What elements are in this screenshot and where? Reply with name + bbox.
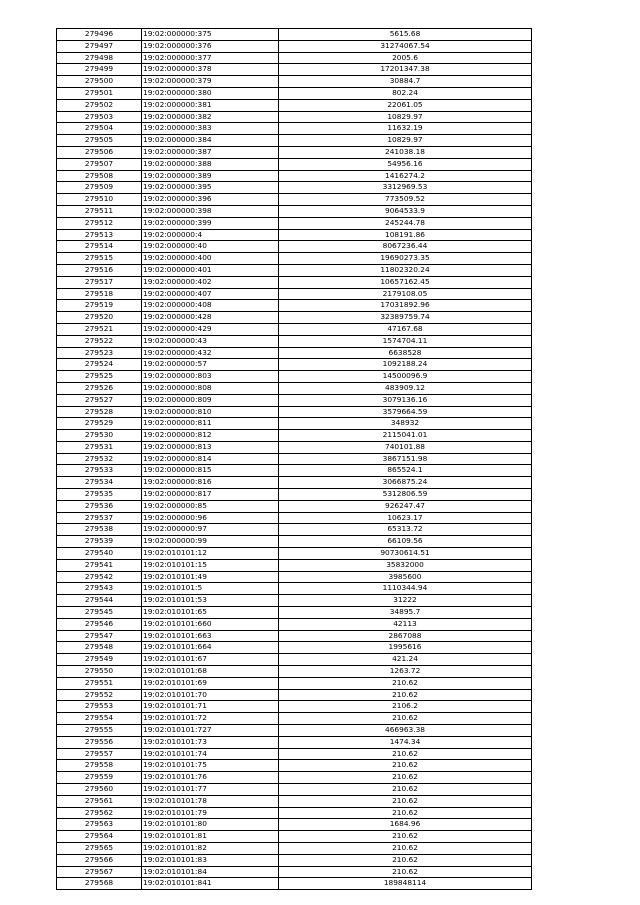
cadastral-number-cell: 19:02:010101:77 — [142, 784, 279, 796]
table-row — [57, 382, 532, 394]
cadastral-number-cell: 19:02:000000:381 — [142, 99, 279, 111]
cadastral-number-cell: 19:02:000000:97 — [142, 524, 279, 536]
value-cell: 2005.6 — [279, 52, 532, 64]
table-row — [57, 524, 532, 536]
cadastral-number-cell: 19:02:000000:398 — [142, 205, 279, 217]
row-number-cell: 279529 — [57, 418, 142, 430]
table-row — [57, 312, 532, 324]
row-number-cell: 279499 — [57, 64, 142, 76]
cadastral-number-cell: 19:02:000000:808 — [142, 382, 279, 394]
value-cell: 210.62 — [279, 677, 532, 689]
cadastral-number-cell: 19:02:000000:408 — [142, 300, 279, 312]
table-row — [57, 666, 532, 678]
table-row — [57, 784, 532, 796]
value-cell: 8067236.44 — [279, 241, 532, 253]
cadastral-number-cell: 19:02:000000:376 — [142, 40, 279, 52]
value-cell: 348932 — [279, 418, 532, 430]
value-cell: 1092188.24 — [279, 359, 532, 371]
cadastral-number-cell: 19:02:000000:4 — [142, 229, 279, 241]
table-row — [57, 241, 532, 253]
value-cell: 210.62 — [279, 713, 532, 725]
value-cell: 210.62 — [279, 866, 532, 878]
row-number-cell: 279515 — [57, 253, 142, 265]
row-number-cell: 279562 — [57, 807, 142, 819]
value-cell: 19690273.35 — [279, 253, 532, 265]
value-cell: 1474.34 — [279, 736, 532, 748]
row-number-cell: 279523 — [57, 347, 142, 359]
row-number-cell: 279533 — [57, 465, 142, 477]
row-number-cell: 279511 — [57, 205, 142, 217]
cadastral-number-cell: 19:02:000000:382 — [142, 111, 279, 123]
value-cell: 90730614.51 — [279, 548, 532, 560]
cadastral-number-cell: 19:02:010101:79 — [142, 807, 279, 819]
cadastral-number-cell: 19:02:000000:375 — [142, 29, 279, 41]
cadastral-number-cell: 19:02:010101:71 — [142, 701, 279, 713]
value-cell: 22061.05 — [279, 99, 532, 111]
cadastral-number-cell: 19:02:000000:380 — [142, 87, 279, 99]
table-row — [57, 453, 532, 465]
table-row — [57, 76, 532, 88]
row-number-cell: 279536 — [57, 500, 142, 512]
value-cell: 3312969.53 — [279, 182, 532, 194]
table-row — [57, 182, 532, 194]
table-row — [57, 406, 532, 418]
table-row — [57, 842, 532, 854]
value-cell: 210.62 — [279, 842, 532, 854]
table-row — [57, 583, 532, 595]
table-row — [57, 595, 532, 607]
value-cell: 3066875.24 — [279, 477, 532, 489]
table-row — [57, 878, 532, 890]
value-cell: 802.24 — [279, 87, 532, 99]
value-cell: 189848114 — [279, 878, 532, 890]
value-cell: 210.62 — [279, 748, 532, 760]
table-row — [57, 689, 532, 701]
value-cell: 926247.47 — [279, 500, 532, 512]
row-number-cell: 279517 — [57, 276, 142, 288]
row-number-cell: 279527 — [57, 394, 142, 406]
row-number-cell: 279534 — [57, 477, 142, 489]
cadastral-number-cell: 19:02:000000:803 — [142, 371, 279, 383]
row-number-cell: 279505 — [57, 135, 142, 147]
value-cell: 3579664.59 — [279, 406, 532, 418]
row-number-cell: 279496 — [57, 29, 142, 41]
table-row — [57, 347, 532, 359]
row-number-cell: 279546 — [57, 618, 142, 630]
cadastral-number-cell: 19:02:010101:73 — [142, 736, 279, 748]
cadastral-number-cell: 19:02:000000:810 — [142, 406, 279, 418]
cadastral-number-cell: 19:02:000000:384 — [142, 135, 279, 147]
cadastral-number-cell: 19:02:010101:84 — [142, 866, 279, 878]
cadastral-number-cell: 19:02:000000:402 — [142, 276, 279, 288]
table-row — [57, 394, 532, 406]
cadastral-number-cell: 19:02:000000:96 — [142, 512, 279, 524]
value-cell: 11802320.24 — [279, 264, 532, 276]
row-number-cell: 279521 — [57, 323, 142, 335]
cadastral-number-cell: 19:02:010101:83 — [142, 854, 279, 866]
value-cell: 10623.17 — [279, 512, 532, 524]
table-row — [57, 489, 532, 501]
cadastral-number-cell: 19:02:000000:428 — [142, 312, 279, 324]
cadastral-number-cell: 19:02:010101:841 — [142, 878, 279, 890]
value-cell: 210.62 — [279, 807, 532, 819]
cadastral-number-cell: 19:02:010101:74 — [142, 748, 279, 760]
cadastral-number-cell: 19:02:010101:727 — [142, 725, 279, 737]
row-number-cell: 279559 — [57, 772, 142, 784]
table-row — [57, 795, 532, 807]
table-row — [57, 500, 532, 512]
cadastral-number-cell: 19:02:000000:811 — [142, 418, 279, 430]
row-number-cell: 279549 — [57, 654, 142, 666]
row-number-cell: 279548 — [57, 642, 142, 654]
table-row — [57, 276, 532, 288]
cadastral-number-cell: 19:02:010101:82 — [142, 842, 279, 854]
row-number-cell: 279553 — [57, 701, 142, 713]
table-row — [57, 512, 532, 524]
value-cell: 1995616 — [279, 642, 532, 654]
table-row — [57, 654, 532, 666]
value-cell: 17201347.38 — [279, 64, 532, 76]
row-number-cell: 279528 — [57, 406, 142, 418]
cadastral-number-cell: 19:02:010101:5 — [142, 583, 279, 595]
table-row — [57, 807, 532, 819]
row-number-cell: 279524 — [57, 359, 142, 371]
value-cell: 10829.97 — [279, 111, 532, 123]
row-number-cell: 279501 — [57, 87, 142, 99]
cadastral-number-cell: 19:02:000000:85 — [142, 500, 279, 512]
value-cell: 108191.86 — [279, 229, 532, 241]
table-row — [57, 264, 532, 276]
row-number-cell: 279525 — [57, 371, 142, 383]
value-cell: 11632.19 — [279, 123, 532, 135]
row-number-cell: 279508 — [57, 170, 142, 182]
cadastral-number-cell: 19:02:000000:429 — [142, 323, 279, 335]
row-number-cell: 279547 — [57, 630, 142, 642]
row-number-cell: 279565 — [57, 842, 142, 854]
cadastral-number-cell: 19:02:000000:809 — [142, 394, 279, 406]
cadastral-number-cell: 19:02:000000:396 — [142, 194, 279, 206]
value-cell: 1416274.2 — [279, 170, 532, 182]
table-row — [57, 713, 532, 725]
table-row — [57, 630, 532, 642]
cadastral-number-cell: 19:02:000000:817 — [142, 489, 279, 501]
cadastral-number-cell: 19:02:010101:80 — [142, 819, 279, 831]
row-number-cell: 279514 — [57, 241, 142, 253]
value-cell: 17031892.96 — [279, 300, 532, 312]
table-body — [57, 29, 532, 890]
row-number-cell: 279526 — [57, 382, 142, 394]
value-cell: 1263.72 — [279, 666, 532, 678]
value-cell: 2115041.01 — [279, 430, 532, 442]
cadastral-number-cell: 19:02:010101:76 — [142, 772, 279, 784]
cadastral-number-cell: 19:02:010101:660 — [142, 618, 279, 630]
value-cell: 10829.97 — [279, 135, 532, 147]
cadastral-number-cell: 19:02:000000:389 — [142, 170, 279, 182]
table-row — [57, 135, 532, 147]
table-row — [57, 559, 532, 571]
row-number-cell: 279561 — [57, 795, 142, 807]
row-number-cell: 279506 — [57, 146, 142, 158]
table-row — [57, 146, 532, 158]
value-cell: 2867088 — [279, 630, 532, 642]
cadastral-number-cell: 19:02:000000:814 — [142, 453, 279, 465]
row-number-cell: 279509 — [57, 182, 142, 194]
cadastral-number-cell: 19:02:010101:65 — [142, 607, 279, 619]
value-cell: 483909.12 — [279, 382, 532, 394]
table-row — [57, 335, 532, 347]
value-cell: 42113 — [279, 618, 532, 630]
value-cell: 30884.7 — [279, 76, 532, 88]
table-row — [57, 300, 532, 312]
cadastral-number-cell: 19:02:010101:78 — [142, 795, 279, 807]
value-cell: 241038.18 — [279, 146, 532, 158]
row-number-cell: 279563 — [57, 819, 142, 831]
table-row — [57, 701, 532, 713]
value-cell: 210.62 — [279, 772, 532, 784]
cadastral-number-cell: 19:02:000000:40 — [142, 241, 279, 253]
cadastral-number-cell: 19:02:010101:15 — [142, 559, 279, 571]
row-number-cell: 279538 — [57, 524, 142, 536]
value-cell: 210.62 — [279, 784, 532, 796]
table-row — [57, 854, 532, 866]
table-row — [57, 465, 532, 477]
table-row — [57, 40, 532, 52]
value-cell: 3079136.16 — [279, 394, 532, 406]
table-row — [57, 866, 532, 878]
value-cell: 5615.68 — [279, 29, 532, 41]
table-row — [57, 819, 532, 831]
row-number-cell: 279512 — [57, 217, 142, 229]
value-cell: 245244.78 — [279, 217, 532, 229]
row-number-cell: 279503 — [57, 111, 142, 123]
row-number-cell: 279541 — [57, 559, 142, 571]
row-number-cell: 279497 — [57, 40, 142, 52]
cadastral-number-cell: 19:02:010101:53 — [142, 595, 279, 607]
row-number-cell: 279552 — [57, 689, 142, 701]
cadastral-number-cell: 19:02:010101:663 — [142, 630, 279, 642]
row-number-cell: 279519 — [57, 300, 142, 312]
row-number-cell: 279522 — [57, 335, 142, 347]
value-cell: 65313.72 — [279, 524, 532, 536]
row-number-cell: 279513 — [57, 229, 142, 241]
row-number-cell: 279516 — [57, 264, 142, 276]
value-cell: 2106.2 — [279, 701, 532, 713]
row-number-cell: 279545 — [57, 607, 142, 619]
row-number-cell: 279532 — [57, 453, 142, 465]
table-row — [57, 748, 532, 760]
value-cell: 421.24 — [279, 654, 532, 666]
cadastral-number-cell: 19:02:000000:812 — [142, 430, 279, 442]
row-number-cell: 279502 — [57, 99, 142, 111]
table-row — [57, 607, 532, 619]
cadastral-number-cell: 19:02:000000:407 — [142, 288, 279, 300]
table-row — [57, 87, 532, 99]
value-cell: 34895.7 — [279, 607, 532, 619]
cadastral-number-cell: 19:02:010101:69 — [142, 677, 279, 689]
value-cell: 32389759.74 — [279, 312, 532, 324]
table-row — [57, 217, 532, 229]
row-number-cell: 279557 — [57, 748, 142, 760]
cadastral-number-cell: 19:02:000000:379 — [142, 76, 279, 88]
cadastral-number-cell: 19:02:000000:383 — [142, 123, 279, 135]
row-number-cell: 279567 — [57, 866, 142, 878]
cadastral-number-cell: 19:02:000000:813 — [142, 441, 279, 453]
table-row — [57, 418, 532, 430]
value-cell: 6638528 — [279, 347, 532, 359]
value-cell: 31274067.54 — [279, 40, 532, 52]
cadastral-number-cell: 19:02:000000:816 — [142, 477, 279, 489]
cadastral-number-cell: 19:02:010101:49 — [142, 571, 279, 583]
table-row — [57, 736, 532, 748]
value-cell: 14500096.9 — [279, 371, 532, 383]
cadastral-number-cell: 19:02:000000:388 — [142, 158, 279, 170]
table-row — [57, 430, 532, 442]
row-number-cell: 279555 — [57, 725, 142, 737]
row-number-cell: 279535 — [57, 489, 142, 501]
table-row — [57, 618, 532, 630]
value-cell: 5312806.59 — [279, 489, 532, 501]
row-number-cell: 279560 — [57, 784, 142, 796]
row-number-cell: 279554 — [57, 713, 142, 725]
row-number-cell: 279566 — [57, 854, 142, 866]
row-number-cell: 279543 — [57, 583, 142, 595]
table-row — [57, 831, 532, 843]
value-cell: 210.62 — [279, 795, 532, 807]
table-row — [57, 288, 532, 300]
value-cell: 740101.88 — [279, 441, 532, 453]
row-number-cell: 279504 — [57, 123, 142, 135]
row-number-cell: 279551 — [57, 677, 142, 689]
cadastral-number-cell: 19:02:000000:57 — [142, 359, 279, 371]
row-number-cell: 279540 — [57, 548, 142, 560]
cadastral-number-cell: 19:02:000000:395 — [142, 182, 279, 194]
row-number-cell: 279564 — [57, 831, 142, 843]
value-cell: 773509.52 — [279, 194, 532, 206]
value-cell: 54956.16 — [279, 158, 532, 170]
table-row — [57, 441, 532, 453]
cadastral-number-cell: 19:02:000000:99 — [142, 536, 279, 548]
table-row — [57, 359, 532, 371]
row-number-cell: 279550 — [57, 666, 142, 678]
table-row — [57, 123, 532, 135]
row-number-cell: 279556 — [57, 736, 142, 748]
value-cell: 210.62 — [279, 760, 532, 772]
value-cell: 47167.68 — [279, 323, 532, 335]
cadastral-number-cell: 19:02:010101:664 — [142, 642, 279, 654]
cadastral-number-cell: 19:02:010101:70 — [142, 689, 279, 701]
row-number-cell: 279520 — [57, 312, 142, 324]
value-cell: 35832000 — [279, 559, 532, 571]
table-row — [57, 677, 532, 689]
row-number-cell: 279544 — [57, 595, 142, 607]
table-row — [57, 548, 532, 560]
cadastral-number-cell: 19:02:000000:43 — [142, 335, 279, 347]
table-row — [57, 725, 532, 737]
table-row — [57, 99, 532, 111]
table-row — [57, 477, 532, 489]
value-cell: 10657162.45 — [279, 276, 532, 288]
value-cell: 1110344.94 — [279, 583, 532, 595]
cadastral-number-cell: 19:02:000000:377 — [142, 52, 279, 64]
row-number-cell: 279510 — [57, 194, 142, 206]
row-number-cell: 279518 — [57, 288, 142, 300]
value-cell: 3985600 — [279, 571, 532, 583]
table-row — [57, 29, 532, 41]
table-row — [57, 536, 532, 548]
cadastral-number-cell: 19:02:000000:401 — [142, 264, 279, 276]
table-row — [57, 64, 532, 76]
value-cell: 210.62 — [279, 854, 532, 866]
cadastral-number-cell: 19:02:000000:815 — [142, 465, 279, 477]
row-number-cell: 279530 — [57, 430, 142, 442]
value-cell: 3867151.98 — [279, 453, 532, 465]
table-row — [57, 760, 532, 772]
value-cell: 1684.96 — [279, 819, 532, 831]
row-number-cell: 279507 — [57, 158, 142, 170]
table-row — [57, 772, 532, 784]
table-row — [57, 158, 532, 170]
row-number-cell: 279531 — [57, 441, 142, 453]
value-cell: 9064533.9 — [279, 205, 532, 217]
table-row — [57, 205, 532, 217]
cadastral-number-cell: 19:02:010101:75 — [142, 760, 279, 772]
value-cell: 210.62 — [279, 831, 532, 843]
table-row — [57, 571, 532, 583]
cadastral-number-cell: 19:02:000000:399 — [142, 217, 279, 229]
cadastral-number-cell: 19:02:010101:72 — [142, 713, 279, 725]
cadastral-value-table — [56, 28, 532, 890]
row-number-cell: 279568 — [57, 878, 142, 890]
table-row — [57, 229, 532, 241]
value-cell: 865524.1 — [279, 465, 532, 477]
table-row — [57, 52, 532, 64]
table-row — [57, 253, 532, 265]
value-cell: 1574704.11 — [279, 335, 532, 347]
value-cell: 2179108.05 — [279, 288, 532, 300]
table-row — [57, 642, 532, 654]
row-number-cell: 279558 — [57, 760, 142, 772]
row-number-cell: 279498 — [57, 52, 142, 64]
value-cell: 66109.56 — [279, 536, 532, 548]
cadastral-number-cell: 19:02:010101:67 — [142, 654, 279, 666]
cadastral-number-cell: 19:02:000000:378 — [142, 64, 279, 76]
cadastral-number-cell: 19:02:000000:400 — [142, 253, 279, 265]
value-cell: 210.62 — [279, 689, 532, 701]
row-number-cell: 279500 — [57, 76, 142, 88]
cadastral-number-cell: 19:02:000000:387 — [142, 146, 279, 158]
cadastral-number-cell: 19:02:010101:81 — [142, 831, 279, 843]
cadastral-number-cell: 19:02:010101:68 — [142, 666, 279, 678]
value-cell: 31222 — [279, 595, 532, 607]
table-row — [57, 323, 532, 335]
value-cell: 466963.38 — [279, 725, 532, 737]
row-number-cell: 279537 — [57, 512, 142, 524]
row-number-cell: 279539 — [57, 536, 142, 548]
cadastral-number-cell: 19:02:000000:432 — [142, 347, 279, 359]
table-row — [57, 111, 532, 123]
cadastral-number-cell: 19:02:010101:12 — [142, 548, 279, 560]
table-row — [57, 170, 532, 182]
table-row — [57, 371, 532, 383]
row-number-cell: 279542 — [57, 571, 142, 583]
table-row — [57, 194, 532, 206]
